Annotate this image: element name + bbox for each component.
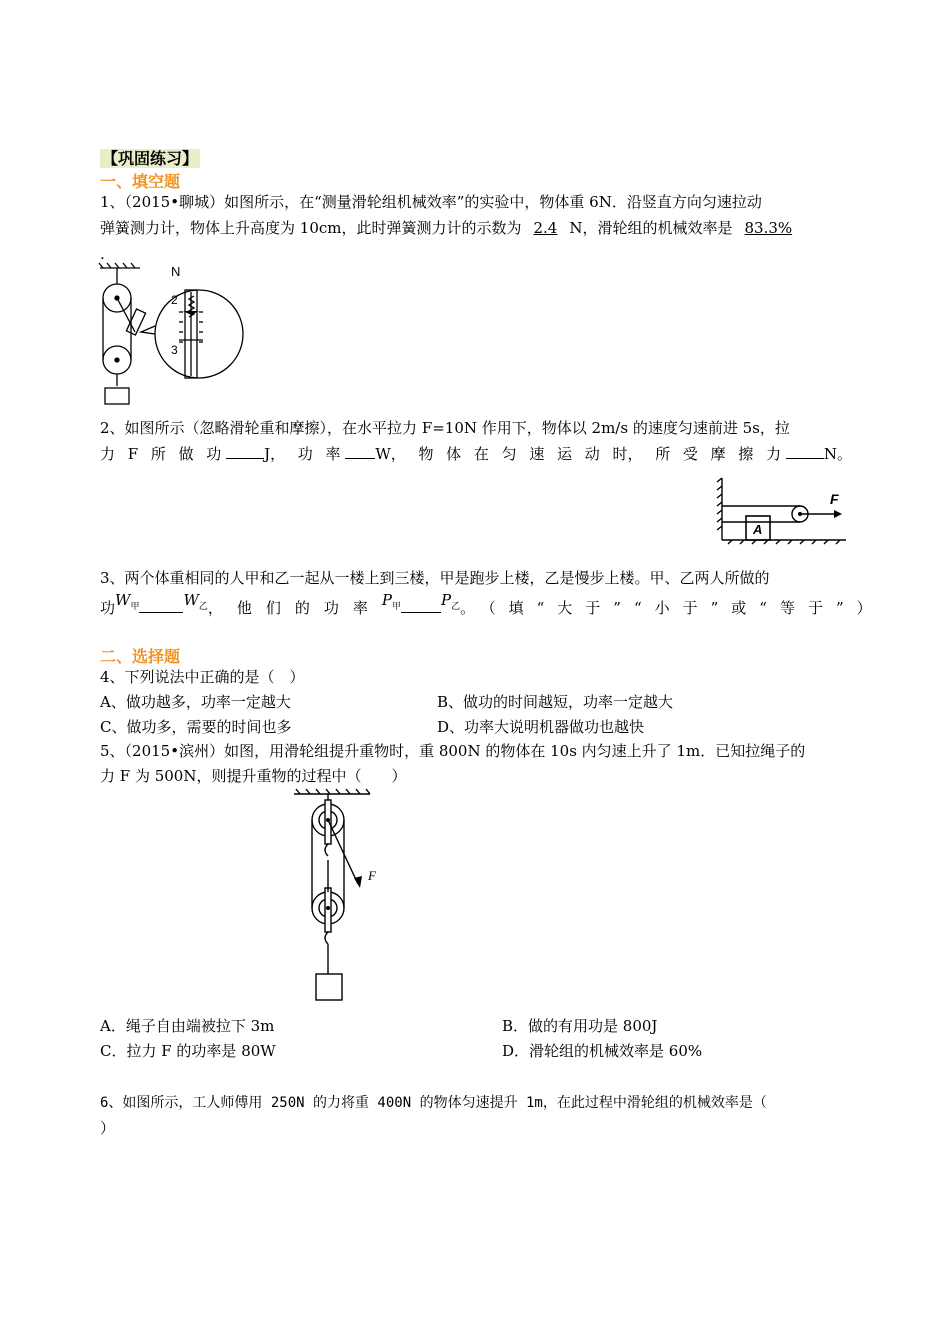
- q1-answer-efficiency: 83.3%: [744, 219, 793, 237]
- q4-option-d: D、功率大说明机器做功也越快: [437, 718, 645, 736]
- section-choice-title: 二、选择题: [100, 647, 181, 666]
- q3-line2: 功 $W_甲$ $W_乙$ ，他们的功率 $P_甲$ $P_乙$ 。（填“大于”“小于”或“等于”）: [100, 591, 885, 617]
- q4-option-a: A、做功越多，功率一定越大: [100, 693, 291, 711]
- q2-line1: 2、如图所示（忽略滑轮重和摩擦），在水平拉力 F=10N 作用下，物体以 2m/s 的速度匀速前进 5s，拉: [100, 419, 790, 437]
- q5-option-c: C．拉力 F 的功率是 80W: [100, 1042, 276, 1060]
- q4-stem: 4、下列说法中正确的是（ ）: [100, 668, 305, 686]
- q2-horizontal-pulley-figure: [716, 474, 848, 546]
- section-fill-blank-title: 一、填空题: [100, 172, 181, 191]
- q1-pulley-figure: [95, 262, 245, 412]
- q1-line1: 1、（2015•聊城）如图所示，在“测量滑轮组机械效率”的实验中，物体重 6N．沿竖直方向匀速拉动: [100, 193, 762, 211]
- q1-fig-tick-3: 3: [171, 343, 178, 357]
- q4-option-b: B、做功的时间越短，功率一定越大: [437, 693, 674, 711]
- q1-answer-reading: 2.4: [533, 219, 558, 237]
- q4-option-c: C、做功多，需要的时间也多: [100, 718, 292, 736]
- q1-fig-label-n: N: [171, 264, 181, 279]
- q3-line1: 3、两个体重相同的人甲和乙一起从一楼上到三楼，甲是跑步上楼，乙是慢步上楼。甲、乙两人所做的: [100, 569, 770, 587]
- q5-line1: 5、（2015•滨州）如图，用滑轮组提升重物时，重 800N 的物体在 10s 内匀速上升了 1m．已知拉绳子的: [100, 742, 806, 760]
- q5-fig-label-f: F: [368, 868, 376, 883]
- q2-fig-label-a: A: [753, 522, 763, 537]
- exercise-title: 【巩固练习】: [102, 149, 199, 168]
- q5-option-b: B．做的有用功是 800J: [502, 1017, 658, 1035]
- q2-fig-label-f: F: [830, 491, 839, 507]
- q6-line1: 6、如图所示，工人师傅用 250N 的力将重 400N 的物体匀速提升 1m，在此过程中滑轮组的机械效率是（: [100, 1095, 767, 1111]
- q1-line3: .: [100, 245, 105, 263]
- q1-fig-tick-2: 2: [171, 293, 178, 307]
- q5-option-d: D．滑轮组的机械效率是 60%: [502, 1042, 703, 1060]
- q5-option-a: A．绳子自由端被拉下 3m: [100, 1017, 275, 1035]
- q2-line2: 力 F 所 做 功 J， 功 率 W， 物 体 在 匀 速 运 动 时， 所 受 摩 擦 力 N。: [100, 445, 852, 463]
- q1-line2: 弹簧测力计，物体上升高度为 10cm，此时弹簧测力计的示数为 2.4 N，滑轮组的机械效率是 83.3%: [100, 218, 804, 238]
- q5-pulley-figure: [292, 788, 402, 1002]
- q6-line2: ）: [100, 1119, 116, 1137]
- q5-line2: 力 F 为 500N，则提升重物的过程中（ ）: [100, 767, 407, 785]
